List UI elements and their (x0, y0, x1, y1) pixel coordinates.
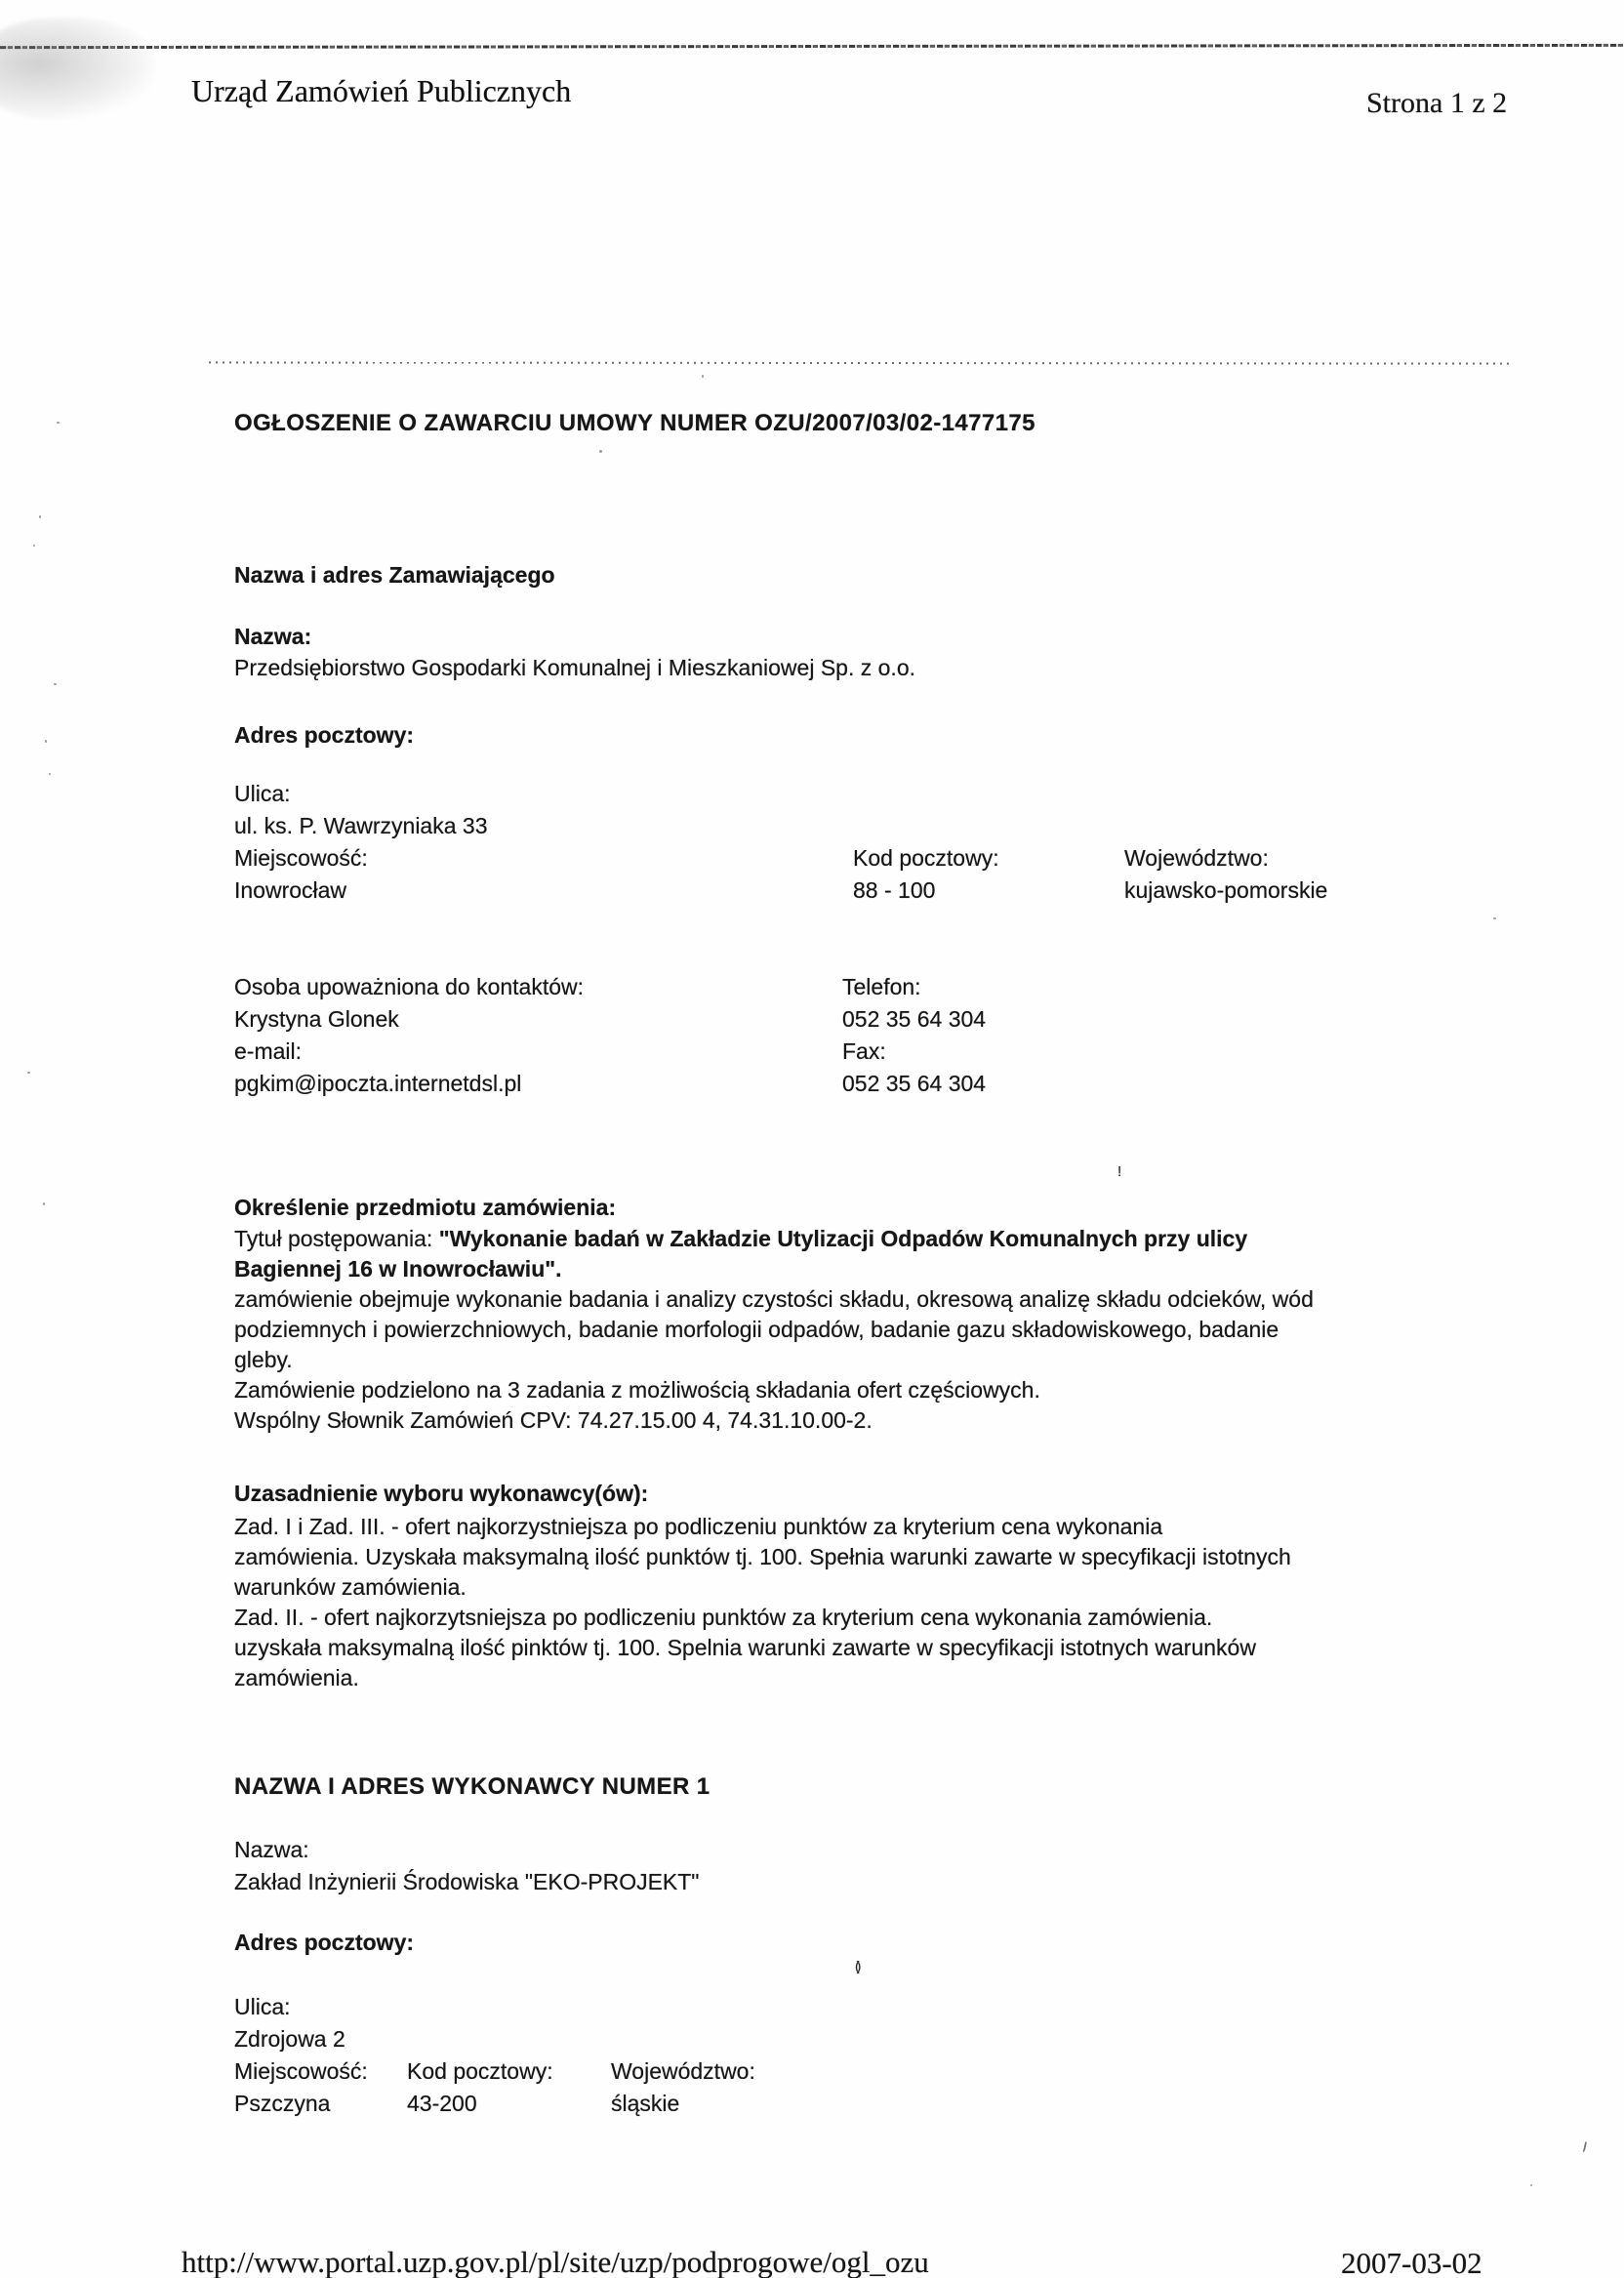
justification-paragraph1-line: zamówienia. Uzyskała maksymalną ilość punktów tj. 100. Spełnia warunki zawarte w specyfikacji istotnych (234, 1544, 1291, 1569)
contractor-voivodeship-label: Województwo: (611, 2058, 755, 2084)
separator-dotted-line (209, 361, 1511, 364)
justification-paragraph1-line: Zad. I i Zad. III. - ofert najkorzystniejsza po podliczeniu punktów za kryterium cena wykonania (234, 1514, 1163, 1539)
scan-artifact-mark: () (855, 1958, 859, 1973)
contractor-city-label: Miejscowość: (234, 2058, 368, 2084)
scan-speck (43, 1202, 45, 1205)
scan-speck (57, 422, 60, 424)
justification-paragraph2-line: zamówienia. (234, 1665, 359, 1690)
subject-description-line: podziemnych i powierzchniowych, badanie morfologii odpadów, badanie gazu składowiskowego, badanie (234, 1317, 1279, 1342)
scan-artifact-corner-smudge (0, 18, 156, 120)
scan-speck (49, 773, 51, 775)
authority-fax-label: Fax: (842, 1038, 886, 1064)
subject-procedure-label: Tytuł postępowania: (234, 1226, 439, 1251)
authority-email-label: e-mail: (234, 1038, 303, 1064)
subject-tasks-note: Zamówienie podzielono na 3 zadania z możliwością składania ofert częściowych. (234, 1377, 1040, 1403)
scan-speck (33, 545, 35, 547)
footer-url: http://www.portal.uzp.gov.pl/pl/site/uzp/podprogowe/ogl_ozu (182, 2245, 929, 2278)
subject-procedure-title-part1: "Wykonanie badań w Zakładzie Utylizacji Odpadów Komunalnych przy ulicy (438, 1226, 1248, 1251)
contractor-city-value: Pszczyna (234, 2091, 331, 2116)
scan-artifact-squiggle (1582, 2141, 1588, 2152)
notice-title: OGŁOSZENIE O ZAWARCIU UMOWY NUMER OZU/2007/03/02-1477175 (234, 410, 1035, 436)
authority-city-label: Miejscowość: (234, 845, 368, 871)
section-title-contractor-1: NAZWA I ADRES WYKONAWCY NUMER 1 (234, 1773, 710, 1800)
scan-artifact-mark: ! (1117, 1163, 1122, 1180)
subject-cpv-codes: Wspólny Słownik Zamówień CPV: 74.27.15.00 4, 74.31.10.00-2. (234, 1407, 873, 1433)
authority-phone-value: 052 35 64 304 (842, 1006, 987, 1032)
footer-date: 2007-03-02 (1341, 2246, 1482, 2278)
scan-speck (39, 515, 41, 518)
scan-speck (1493, 917, 1496, 919)
section-title-subject: Określenie przedmiotu zamówienia: (234, 1195, 617, 1220)
authority-contact-person-value: Krystyna Glonek (234, 1006, 399, 1032)
authority-name-value: Przedsiębiorstwo Gospodarki Komunalnej i Mieszkaniowej Sp. z o.o. (234, 655, 915, 680)
authority-street-label: Ulica: (234, 781, 291, 806)
section-title-justification: Uzasadnienie wyboru wykonawcy(ów): (234, 1481, 649, 1506)
authority-fax-value: 052 35 64 304 (842, 1071, 987, 1096)
scan-speck (1530, 2184, 1532, 2186)
contractor-name-value: Zakład Inżynierii Środowiska "EKO-PROJEKT" (234, 1869, 700, 1894)
scan-speck (54, 683, 57, 685)
authority-voivodeship-label: Województwo: (1124, 845, 1269, 871)
contractor-voivodeship-value: śląskie (611, 2091, 680, 2116)
authority-city-value: Inowrocław (234, 877, 347, 903)
subject-procedure-line1 (234, 1226, 1247, 1253)
section-title-contracting-authority: Nazwa i adres Zamawiającego (234, 562, 555, 588)
authority-postal-title: Adres pocztowy: (234, 722, 415, 748)
header-office-name: Urząd Zamówień Publicznych (191, 73, 572, 108)
subject-procedure-title-part2: Bagiennej 16 w Inowrocławiu". (234, 1256, 562, 1281)
contractor-name-label: Nazwa: (234, 1837, 309, 1862)
authority-name-label: Nazwa: (234, 624, 312, 649)
contractor-postal-code-label: Kod pocztowy: (407, 2058, 553, 2084)
authority-contact-person-label: Osoba upoważniona do kontaktów: (234, 974, 585, 999)
authority-postal-code-label: Kod pocztowy: (853, 845, 999, 871)
contractor-postal-code-value: 43-200 (407, 2091, 477, 2116)
authority-phone-label: Telefon: (842, 974, 921, 999)
header-page-number: Strona 1 z 2 (1366, 87, 1508, 119)
authority-postal-code-value: 88 - 100 (853, 877, 936, 903)
contractor-postal-title: Adres pocztowy: (234, 1930, 415, 1955)
justification-paragraph2-line: Zad. II. - ofert najkorzytsniejsza po podliczeniu punktów za kryterium cena wykonania zamówienia. (234, 1605, 1213, 1630)
subject-description-line: gleby. (234, 1347, 293, 1372)
scan-speck (599, 450, 602, 453)
justification-paragraph1-line: warunków zamówienia. (234, 1574, 467, 1600)
justification-paragraph2-line: uzyskała maksymalną ilość pinktów tj. 100. Spelnia warunki zawarte w specyfikacji istotnych warunków (234, 1635, 1256, 1660)
subject-description-line: zamówienie obejmuje wykonanie badania i analizy czystości składu, okresową analizę składu odcieków, wód (234, 1286, 1314, 1312)
scan-speck (702, 375, 704, 378)
scan-artifact-top-edge (0, 44, 1624, 49)
authority-email-value: pgkim@ipoczta.internetdsl.pl (234, 1071, 522, 1096)
contractor-street-value: Zdrojowa 2 (234, 2026, 345, 2052)
scan-speck (27, 1072, 30, 1074)
contractor-street-label: Ulica: (234, 1994, 291, 2019)
authority-street-value: ul. ks. P. Wawrzyniaka 33 (234, 813, 488, 838)
authority-voivodeship-value: kujawsko-pomorskie (1124, 877, 1328, 903)
scan-speck (45, 740, 47, 743)
